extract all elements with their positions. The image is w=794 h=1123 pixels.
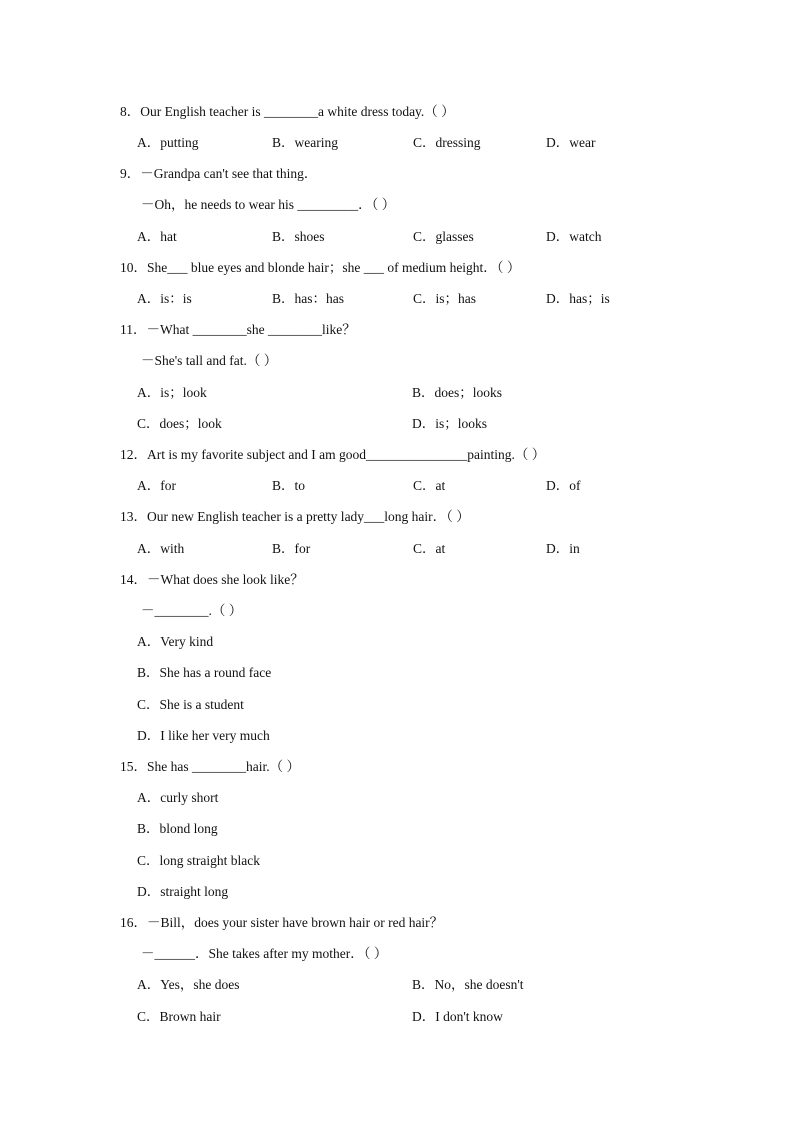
q10-option-c[interactable]: C．is；has	[413, 291, 477, 306]
q15-option-a[interactable]: A．curly short	[137, 790, 219, 805]
question-16-stem: 16．－Bill，does your sister have brown hair or red hair？	[120, 915, 444, 930]
question-9-response: －Oh，he needs to wear his _________．（ ）	[141, 197, 396, 212]
q8-option-a[interactable]: A．putting	[137, 135, 199, 150]
question-14-stem: 14．－What does she look like？	[120, 572, 304, 587]
q13-option-b[interactable]: B．for	[272, 541, 311, 556]
question-11-stem: 11．－What ________she ________like？	[120, 322, 356, 337]
q10-option-d[interactable]: D．has；is	[546, 291, 610, 306]
q13-option-d[interactable]: D．in	[546, 541, 580, 556]
question-11-response: －She's tall and fat.（ ）	[141, 353, 278, 368]
q16-option-a[interactable]: A．Yes，she does	[137, 977, 240, 992]
q15-option-d[interactable]: D．straight long	[137, 884, 229, 899]
q11-option-b[interactable]: B．does；looks	[412, 385, 503, 400]
question-14-response: －________.（ ）	[141, 603, 243, 618]
question-10-stem: 10．She___ blue eyes and blonde hair；she ___ of medium height．（ ）	[120, 260, 521, 275]
q14-option-a[interactable]: A．Very kind	[137, 634, 214, 649]
q14-option-d[interactable]: D．I like her very much	[137, 728, 270, 743]
question-13-stem: 13．Our new English teacher is a pretty lady___long hair．（ ）	[120, 509, 470, 524]
q10-option-a[interactable]: A．is：is	[137, 291, 192, 306]
question-8-stem: 8．Our English teacher is ________a white dress today.（ ）	[120, 104, 455, 119]
question-15-stem: 15．She has ________hair.（ ）	[120, 759, 300, 774]
q9-option-b[interactable]: B．shoes	[272, 229, 325, 244]
q16-option-c[interactable]: C．Brown hair	[137, 1009, 221, 1024]
q12-option-b[interactable]: B．to	[272, 478, 306, 493]
q11-option-d[interactable]: D．is；looks	[412, 416, 488, 431]
q8-option-b[interactable]: B．wearing	[272, 135, 338, 150]
q15-option-b[interactable]: B．blond long	[137, 821, 218, 836]
q8-option-c[interactable]: C．dressing	[413, 135, 481, 150]
q11-option-c[interactable]: C．does；look	[137, 416, 222, 431]
question-9-stem: 9．－Grandpa can't see that thing．	[120, 166, 318, 181]
q12-option-c[interactable]: C．at	[413, 478, 446, 493]
question-12-stem: 12．Art is my favorite subject and I am good_______________painting.（ ）	[120, 447, 546, 462]
q10-option-b[interactable]: B．has：has	[272, 291, 344, 306]
q9-option-a[interactable]: A．hat	[137, 229, 177, 244]
q9-option-c[interactable]: C．glasses	[413, 229, 474, 244]
question-16-response: －______．She takes after my mother．（ ）	[141, 946, 388, 961]
q8-option-d[interactable]: D．wear	[546, 135, 596, 150]
q16-option-d[interactable]: D．I don't know	[412, 1009, 503, 1024]
q9-option-d[interactable]: D．watch	[546, 229, 602, 244]
q13-option-a[interactable]: A．with	[137, 541, 185, 556]
q14-option-b[interactable]: B．She has a round face	[137, 665, 272, 680]
q16-option-b[interactable]: B．No，she doesn't	[412, 977, 524, 992]
q15-option-c[interactable]: C．long straight black	[137, 853, 260, 868]
q11-option-a[interactable]: A．is；look	[137, 385, 207, 400]
q12-option-a[interactable]: A．for	[137, 478, 176, 493]
q14-option-c[interactable]: C．She is a student	[137, 697, 244, 712]
q12-option-d[interactable]: D．of	[546, 478, 581, 493]
q13-option-c[interactable]: C．at	[413, 541, 446, 556]
